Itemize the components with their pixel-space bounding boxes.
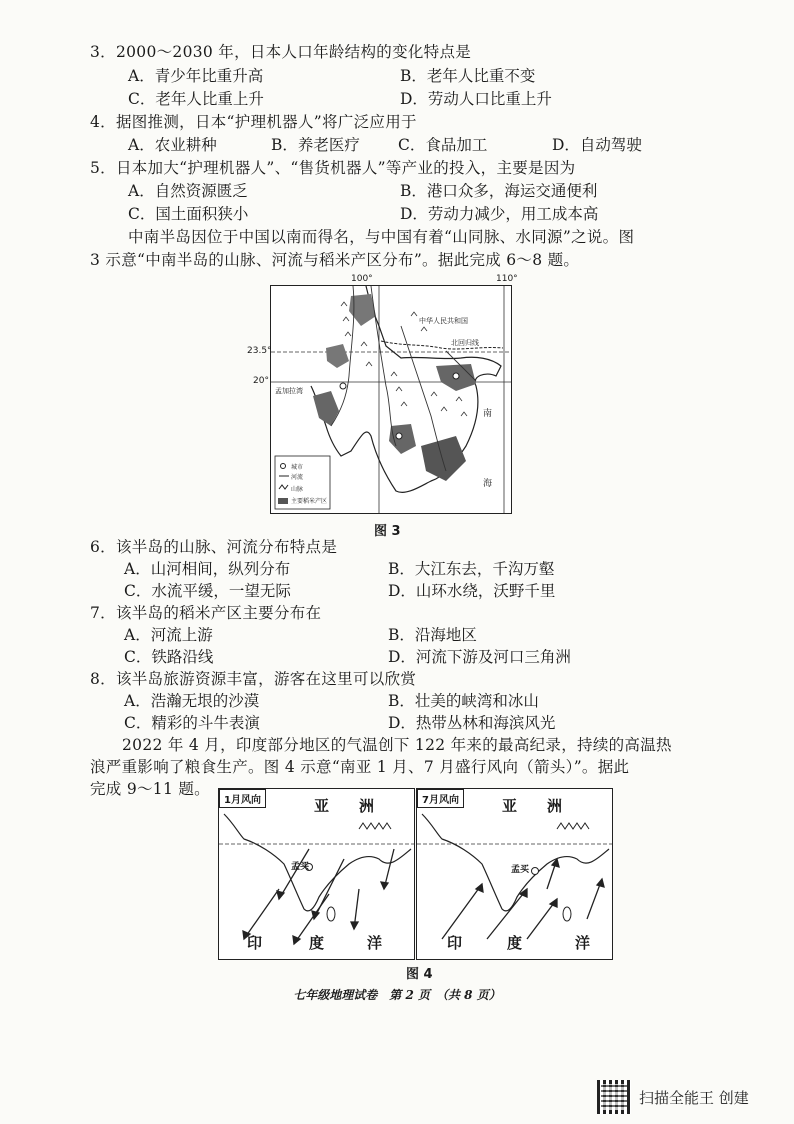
q5-option-a: A．自然资源匮乏 — [128, 182, 248, 200]
jul-asia-char1: 亚 — [502, 797, 518, 815]
january-wind-tag: 1月风向 — [219, 789, 266, 808]
q7-option-c: C．铁路沿线 — [124, 648, 214, 666]
q6-option-c: C．水流平缓，一望无际 — [124, 582, 291, 600]
q4-option-b: B．养老医疗 — [271, 136, 360, 154]
figure-3-caption: 图 3 — [374, 524, 401, 539]
jan-asia-char1: 亚 — [314, 797, 330, 815]
intro-9-11-line2: 浪严重影响了粮食生产。图 4 示意“南亚 1 月、7 月盛行风向（箭头）”。据此 — [90, 758, 630, 776]
q3-option-b: B．老年人比重不变 — [400, 67, 536, 85]
q8-option-c: C．精彩的斗牛表演 — [124, 714, 260, 732]
july-wind-tag: 7月风向 — [417, 789, 464, 808]
lat-23-5-label: 23.5° — [247, 346, 272, 356]
jan-asia-char2: 洲 — [359, 797, 375, 815]
q4-option-d: D．自动驾驶 — [552, 136, 642, 154]
jan-india-char3: 洋 — [367, 934, 383, 952]
sea-label: 海 — [483, 479, 493, 489]
jul-india-char2: 度 — [507, 934, 523, 952]
map-drawing — [271, 286, 511, 513]
q5-option-b: B．港口众多，海运交通便利 — [400, 182, 598, 200]
q4-stem: 4．据图推测，日本“护理机器人”将广泛应用于 — [90, 113, 417, 131]
jan-mumbai-label: 孟买 — [291, 862, 310, 872]
q5-option-c: C．国土面积狭小 — [128, 205, 249, 223]
qr-code-icon — [597, 1080, 631, 1114]
q5-stem: 5．日本加大“护理机器人”、“售货机器人”等产业的投入，主要是因为 — [90, 159, 576, 177]
q8-option-b: B．壮美的峡湾和冰山 — [388, 692, 539, 710]
q7-stem: 7．该半岛的稻米产区主要分布在 — [90, 604, 322, 622]
legend-city: 城市 — [291, 464, 304, 471]
intro-6-8-line1: 中南半岛因位于中国以南而得名，与中国有着“山同脉、水同源”之说。图 — [128, 228, 635, 246]
intro-9-11-line1: 2022 年 4 月，印度部分地区的气温创下 122 年来的最高纪录，持续的高温热 — [122, 736, 672, 754]
q3-option-d: D．劳动人口比重上升 — [400, 90, 552, 108]
q5-option-d: D．劳动力减少，用工成本高 — [400, 205, 599, 223]
jul-mumbai-label: 孟买 — [511, 865, 530, 875]
figure-4-january-map — [218, 788, 415, 960]
figure-4-caption: 图 4 — [406, 967, 433, 982]
intro-6-8-line2: 3 示意“中南半岛的山脉、河流与稻米产区分布”。据此完成 6～8 题。 — [90, 251, 580, 269]
page-footer: 七年级地理试卷 第 2 页 （共 8 页） — [293, 988, 501, 1002]
figure-4-july-map — [416, 788, 613, 960]
legend-river: 河流 — [291, 474, 304, 481]
jan-india-char1: 印 — [247, 934, 263, 952]
q4-option-a: A．农业耕种 — [128, 136, 217, 154]
jul-india-char3: 洋 — [575, 934, 591, 952]
q8-option-d: D．热带丛林和海滨风光 — [388, 714, 556, 732]
q8-stem: 8．该半岛旅游资源丰富，游客在这里可以欣赏 — [90, 670, 417, 688]
q6-option-b: B．大江东去，千沟万壑 — [388, 560, 555, 578]
q3-option-a: A．青少年比重升高 — [128, 67, 264, 85]
bay-of-bengal-label: 孟加拉湾 — [275, 387, 303, 395]
figure-3-map — [247, 274, 518, 514]
q7-option-a: A．河流上游 — [124, 626, 213, 644]
jan-india-char2: 度 — [309, 934, 325, 952]
south-label: 南 — [483, 409, 493, 419]
q3-stem: 3．2000～2030 年，日本人口年龄结构的变化特点是 — [90, 43, 472, 61]
scanner-text: 扫描全能王 创建 — [639, 1088, 749, 1107]
legend-rice: 主要稻米产区 — [291, 498, 328, 505]
q4-option-c: C．食品加工 — [398, 136, 488, 154]
lat-20-label: 20° — [253, 376, 269, 386]
q6-option-a: A．山河相间，纵列分布 — [124, 560, 291, 578]
tropic-label: 北回归线 — [451, 339, 479, 347]
jul-india-char1: 印 — [447, 934, 463, 952]
q8-option-a: A．浩瀚无垠的沙漠 — [124, 692, 260, 710]
q6-stem: 6．该半岛的山脉、河流分布特点是 — [90, 538, 338, 556]
china-label: 中华人民共和国 — [419, 317, 468, 325]
jul-asia-char2: 洲 — [547, 797, 563, 815]
legend-mountain: 山脉 — [291, 486, 304, 493]
intro-9-11-line3: 完成 9～11 题。 — [90, 780, 210, 798]
q7-option-b: B．沿海地区 — [388, 626, 477, 644]
lon-110-label: 110° — [496, 274, 518, 284]
lon-100-label: 100° — [351, 274, 373, 284]
q6-option-d: D．山环水绕，沃野千里 — [388, 582, 556, 600]
q7-option-d: D．河流下游及河口三角洲 — [388, 648, 571, 666]
scanner-watermark — [597, 1080, 749, 1114]
q3-option-c: C．老年人比重上升 — [128, 90, 264, 108]
